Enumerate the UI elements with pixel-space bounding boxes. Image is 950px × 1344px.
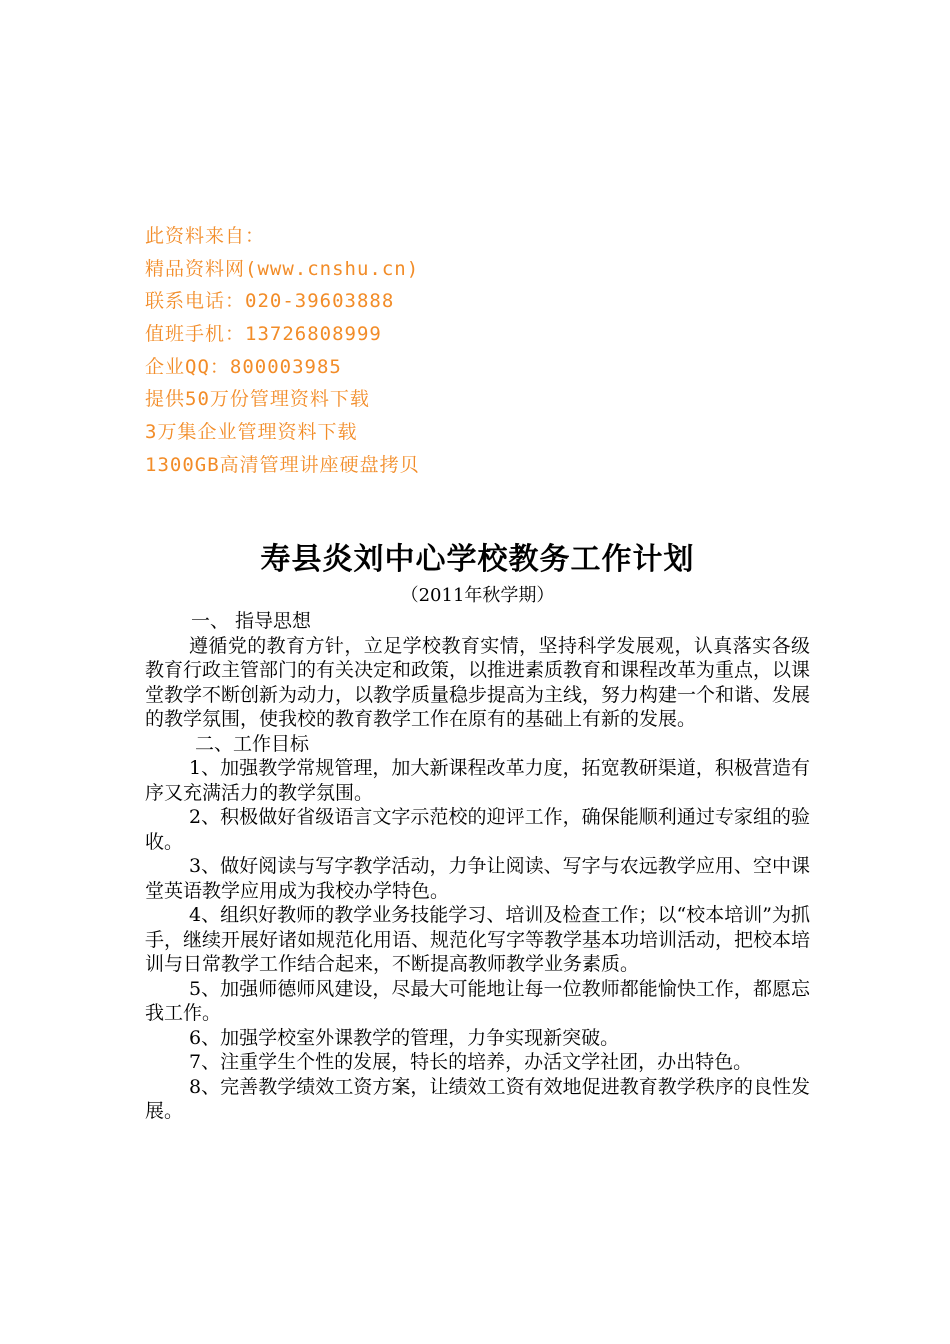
source-website: 精品资料网(www.cnshu.cn) (145, 257, 420, 280)
document-title: 寿县炎刘中心学校教务工作计划 (260, 542, 695, 577)
promo-line-1: 提供50万份管理资料下载 (145, 388, 370, 411)
source-label: 此资料来自： (145, 225, 266, 247)
goal-item-1: 1、加强教学常规管理，加大新课程改革力度，拓宽教研渠道，积极营造有序又充满活力的教学氛围。 (145, 757, 810, 804)
contact-phone: 联系电话：020-39603888 (145, 290, 395, 313)
document-body (145, 537, 810, 1124)
section-heading-work-goals: 二、工作目标 (195, 732, 310, 755)
duty-mobile: 值班手机：13726808999 (145, 323, 382, 346)
goal-item-2: 2、积极做好省级语言文字示范校的迎评工作，确保能顺利通过专家组的验收。 (145, 806, 810, 853)
section-heading-guiding-ideology: 一、 指导思想 (191, 610, 312, 632)
goal-item-8: 8、完善教学绩效工资方案，让绩效工资有效地促进教育教学秩序的良性发展。 (145, 1075, 810, 1122)
goal-item-4: 4、组织好教师的教学业务技能学习、培训及检查工作；以“校本培训”为抓手，继续开展好诸如规范化用语、规范化写字等教学基本功培训活动，把校本培训与日常教学工作结合起来，不断提高教师教学业务素质。 (145, 904, 811, 975)
document-subtitle: （2011年秋学期） (400, 585, 555, 606)
promo-line-2: 3万集企业管理资料下载 (145, 421, 358, 444)
promo-line-3: 1300GB高清管理讲座硬盘拷贝 (145, 453, 420, 476)
source-info-block (145, 220, 845, 482)
goal-item-7: 7、注重学生个性的发展，特长的培养，办活文学社团，办出特色。 (189, 1051, 753, 1073)
goal-item-3: 3、做好阅读与写字教学活动，力争让阅读、写字与农远教学应用、空中课堂英语教学应用成为我校办学特色。 (145, 855, 810, 902)
goal-item-6: 6、加强学校室外课教学的管理，力争实现新突破。 (189, 1026, 620, 1049)
paragraph-guiding-ideology: 遵循党的教育方针，立足学校教育实情，坚持科学发展观，认真落实各级教育行政主管部门的有关决定和政策，以推进素质教育和课程改革为重点，以课堂教学不断创新为动力，以教学质量稳步提高为主线，努力构建一个和谐、发展的教学氛围，使我校的教育教学工作在原有的基础上有新的发展。 (145, 634, 811, 730)
goal-item-5: 5、加强师德师风建设，尽最大可能地让每一位教师都能愉快工作，都愿忘我工作。 (145, 977, 810, 1024)
company-qq: 企业QQ：800003985 (145, 355, 342, 378)
